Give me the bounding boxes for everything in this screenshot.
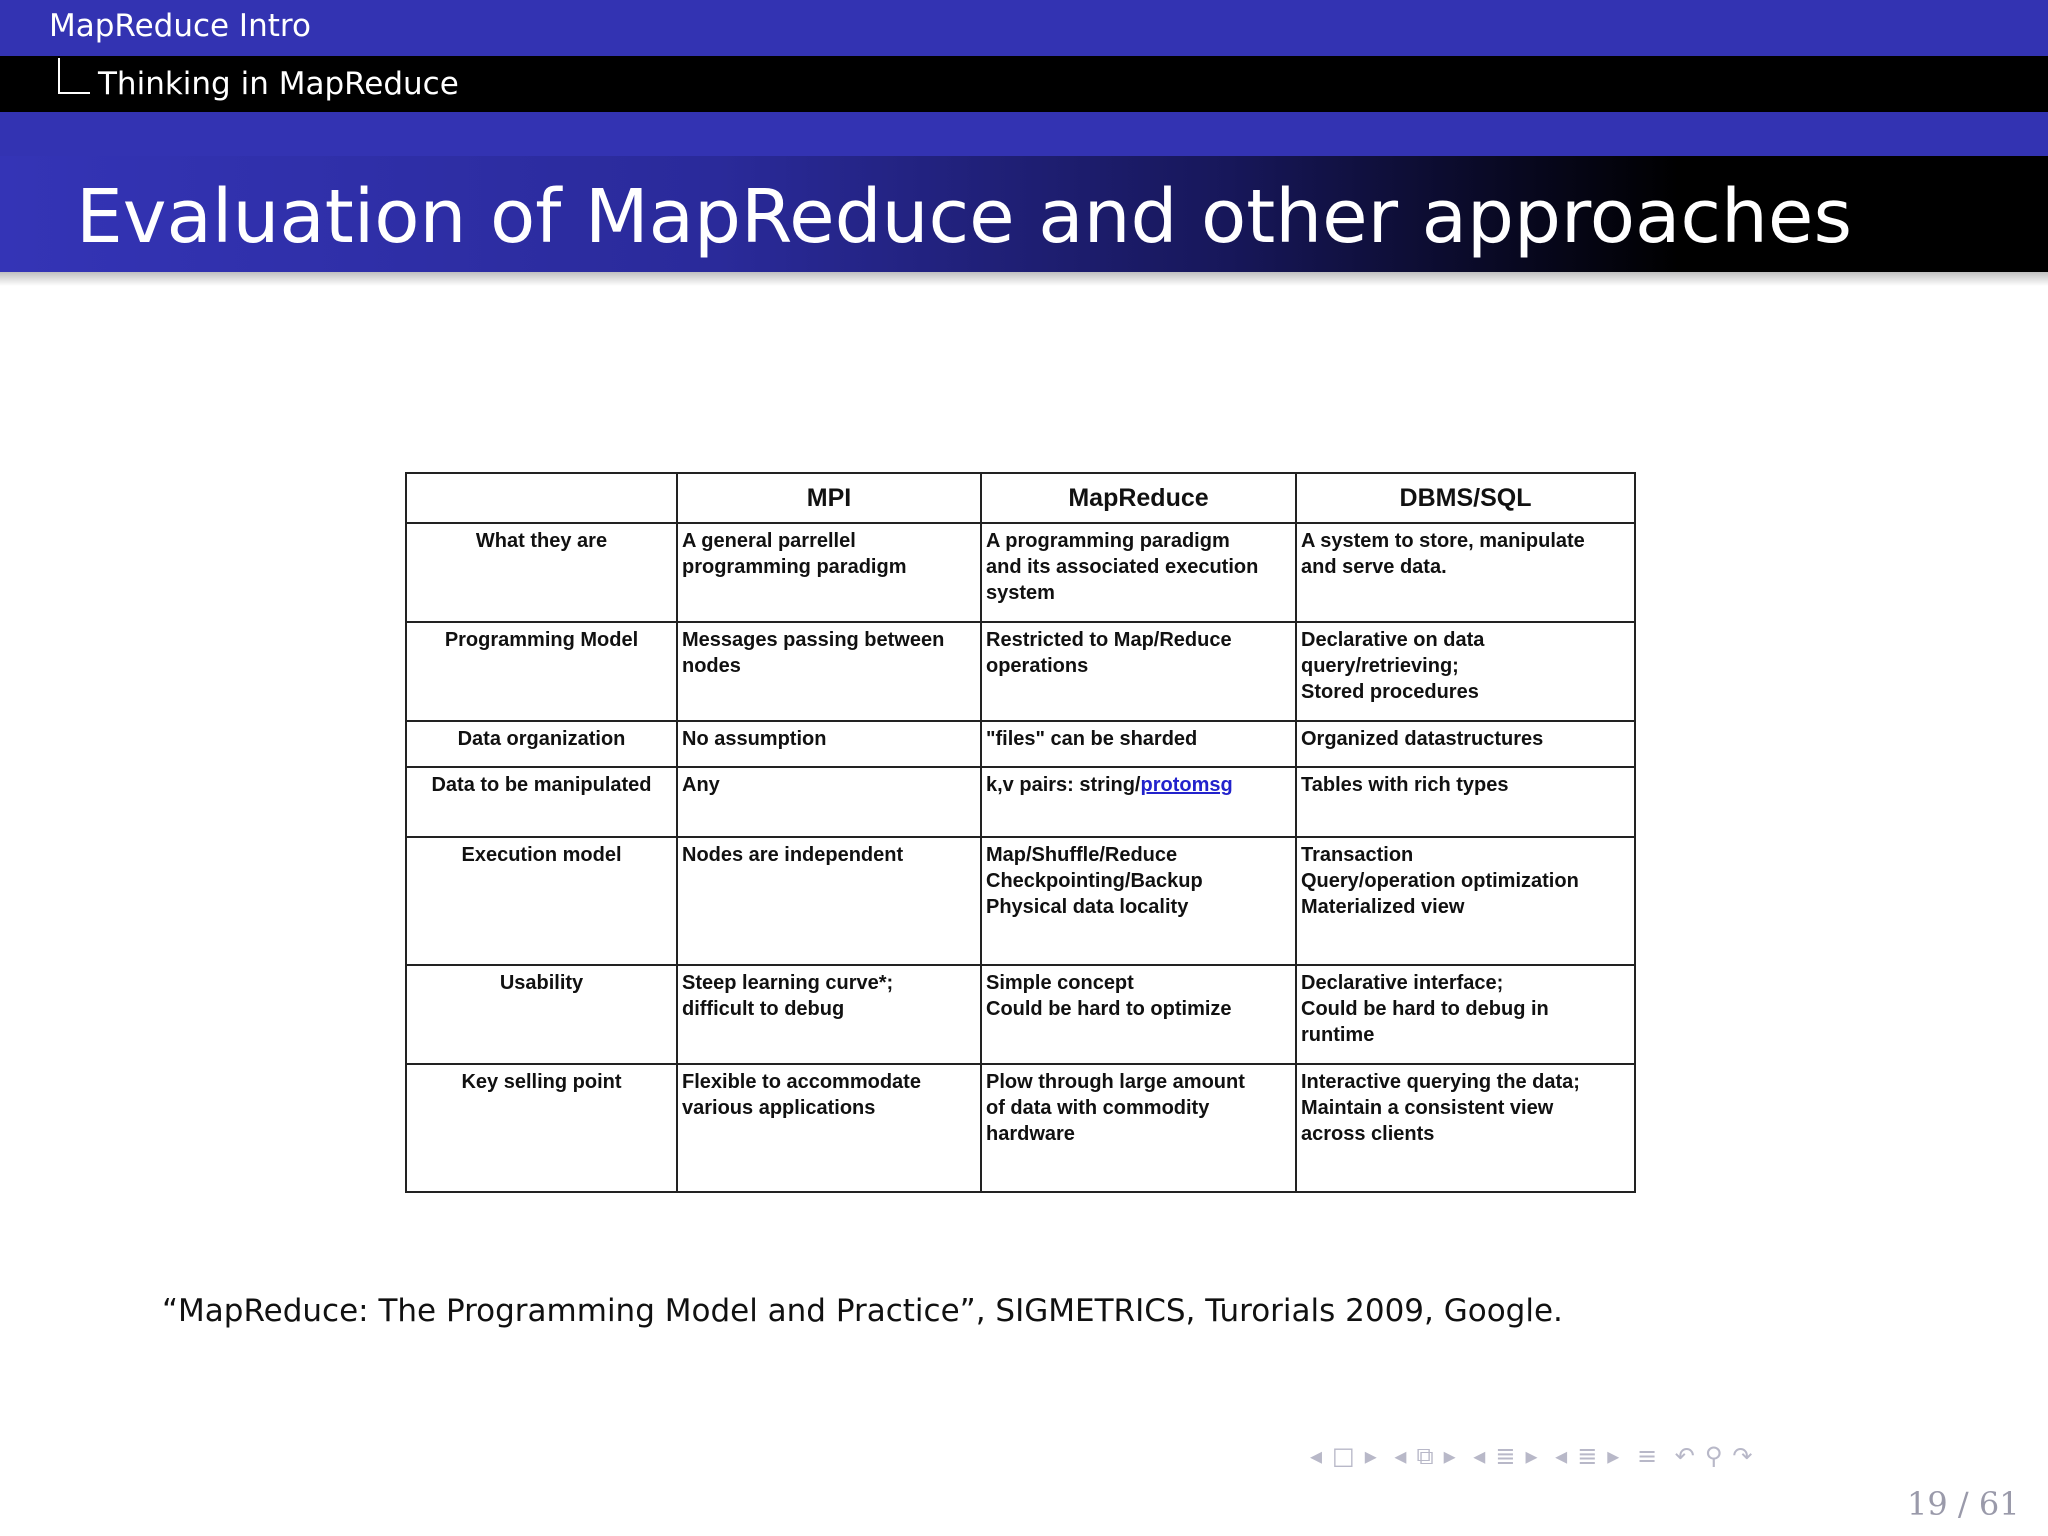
cell-text: Organized datastructures	[1301, 728, 1544, 750]
cell-text	[986, 772, 1291, 798]
table-cell	[677, 837, 981, 965]
table-row	[406, 721, 1635, 767]
cell-text: of data with commodity	[986, 1097, 1210, 1119]
table-cell	[1296, 837, 1635, 965]
column-header: MapReduce	[981, 473, 1296, 523]
page-number: 19 / 61	[1907, 1485, 2020, 1523]
cell-text: No assumption	[682, 728, 827, 750]
nav-search-icon[interactable]: ⚲	[1704, 1442, 1723, 1470]
nav-section-right-icon[interactable]: ▸	[1525, 1442, 1538, 1470]
cell-text: Map/Shuffle/Reduce	[986, 844, 1178, 866]
cell-text: difficult to debug	[682, 998, 845, 1020]
table-cell	[677, 1064, 981, 1192]
cell-text: Tables with rich types	[1301, 774, 1509, 796]
tree-connector	[58, 58, 90, 94]
cell-text: Messages passing between	[682, 629, 945, 651]
cell-text: Materialized view	[1301, 896, 1465, 918]
table-cell	[981, 965, 1296, 1064]
cell-text: Could be hard to optimize	[986, 998, 1232, 1020]
comparison-table	[405, 472, 1636, 1193]
protomsg-link[interactable]: protomsg	[1140, 774, 1233, 796]
table-cell	[1296, 721, 1635, 767]
nav-toc-icon[interactable]: ≡	[1636, 1442, 1658, 1470]
cell-text: and serve data.	[1301, 556, 1447, 578]
table-cell	[1296, 767, 1635, 837]
cell-text: hardware	[986, 1123, 1075, 1145]
column-header: DBMS/SQL	[1296, 473, 1635, 523]
table-cell	[677, 965, 981, 1064]
row-label: What they are	[406, 523, 677, 622]
cell-text: and its associated execution	[986, 556, 1259, 578]
row-label: Key selling point	[406, 1064, 677, 1192]
cell-text: "files" can be sharded	[986, 728, 1198, 750]
row-label: Usability	[406, 965, 677, 1064]
cell-text: operations	[986, 655, 1089, 677]
table-cell	[981, 622, 1296, 721]
table-cell	[677, 721, 981, 767]
table-cell	[1296, 523, 1635, 622]
cell-text: system	[986, 582, 1055, 604]
table-cell	[981, 1064, 1296, 1192]
nav-frame-right-icon[interactable]: ▸	[1364, 1442, 1377, 1470]
cell-text: programming paradigm	[682, 556, 907, 578]
cell-text: Stored procedures	[1301, 681, 1479, 703]
table-cell	[677, 622, 981, 721]
cell-text: Maintain a consistent view	[1301, 1097, 1554, 1119]
cell-text: Interactive querying the data;	[1301, 1071, 1580, 1093]
cell-text: across clients	[1301, 1123, 1435, 1145]
citation: “MapReduce: The Programming Model and Practice”, SIGMETRICS, Turorials 2009, Google.	[162, 1293, 1563, 1329]
nav-doc-icon[interactable]: ≣	[1577, 1442, 1598, 1470]
table-cell	[981, 721, 1296, 767]
nav-section-icon[interactable]: ≣	[1495, 1442, 1516, 1470]
row-label: Data to be manipulated	[406, 767, 677, 837]
row-label: Execution model	[406, 837, 677, 965]
beamer-nav-bar	[1310, 1442, 1763, 1476]
section-title[interactable]: MapReduce Intro	[49, 8, 311, 44]
cell-text: various applications	[682, 1097, 876, 1119]
subsection-header	[0, 56, 2048, 112]
cell-text-prefix: k,v pairs: string/	[986, 774, 1141, 796]
nav-frame-icon[interactable]: □	[1332, 1442, 1355, 1470]
title-shadow	[0, 272, 2048, 286]
table-cell	[1296, 1064, 1635, 1192]
row-label: Data organization	[406, 721, 677, 767]
slide-title: Evaluation of MapReduce and other approaches	[76, 174, 1852, 260]
table-row	[406, 965, 1635, 1064]
cell-text: Could be hard to debug in	[1301, 998, 1549, 1020]
nav-subsection-right-icon[interactable]: ▸	[1443, 1442, 1456, 1470]
table-cell	[677, 767, 981, 837]
table-row	[406, 622, 1635, 721]
cell-text: A programming paradigm	[986, 530, 1230, 552]
nav-section-left-icon[interactable]: ◂	[1473, 1442, 1486, 1470]
nav-back-icon[interactable]: ↶	[1674, 1442, 1695, 1470]
nav-frame-left-icon[interactable]: ◂	[1310, 1442, 1323, 1470]
cell-text: Checkpointing/Backup	[986, 870, 1203, 892]
table-cell	[981, 837, 1296, 965]
cell-text: Query/operation optimization	[1301, 870, 1579, 892]
cell-text: Restricted to Map/Reduce	[986, 629, 1232, 651]
table-header-row	[406, 473, 1635, 523]
table-cell	[1296, 965, 1635, 1064]
cell-text: Steep learning curve*;	[682, 972, 894, 994]
column-header: MPI	[677, 473, 981, 523]
table-cell	[981, 767, 1296, 837]
cell-text: Plow through large amount	[986, 1071, 1245, 1093]
header-band	[0, 112, 2048, 156]
cell-text: Simple concept	[986, 972, 1134, 994]
nav-doc-left-icon[interactable]: ◂	[1555, 1442, 1568, 1470]
table-row	[406, 1064, 1635, 1192]
cell-text: query/retrieving;	[1301, 655, 1459, 677]
row-label: Programming Model	[406, 622, 677, 721]
nav-doc-right-icon[interactable]: ▸	[1607, 1442, 1620, 1470]
table-row	[406, 837, 1635, 965]
table-cell	[677, 523, 981, 622]
cell-text: nodes	[682, 655, 741, 677]
table-row	[406, 523, 1635, 622]
table-row	[406, 767, 1635, 837]
cell-text: runtime	[1301, 1024, 1375, 1046]
cell-text: Nodes are independent	[682, 844, 904, 866]
cell-text: Declarative on data	[1301, 629, 1485, 651]
section-header	[0, 0, 2048, 56]
table-cell	[981, 523, 1296, 622]
nav-subsection-left-icon[interactable]: ◂	[1394, 1442, 1407, 1470]
subsection-title[interactable]: Thinking in MapReduce	[98, 66, 459, 102]
cell-text: Transaction	[1301, 844, 1414, 866]
cell-text: A general parrellel	[682, 530, 856, 552]
table-cell	[1296, 622, 1635, 721]
cell-text: Declarative interface;	[1301, 972, 1504, 994]
nav-subsection-icon[interactable]: ⧉	[1416, 1442, 1434, 1470]
cell-text: Physical data locality	[986, 896, 1189, 918]
cell-text: Flexible to accommodate	[682, 1071, 921, 1093]
nav-forward-icon[interactable]: ↷	[1732, 1442, 1753, 1470]
frame-title-bar	[0, 156, 2048, 272]
cell-text: A system to store, manipulate	[1301, 530, 1585, 552]
column-header	[406, 473, 677, 523]
cell-text: Any	[682, 774, 720, 796]
